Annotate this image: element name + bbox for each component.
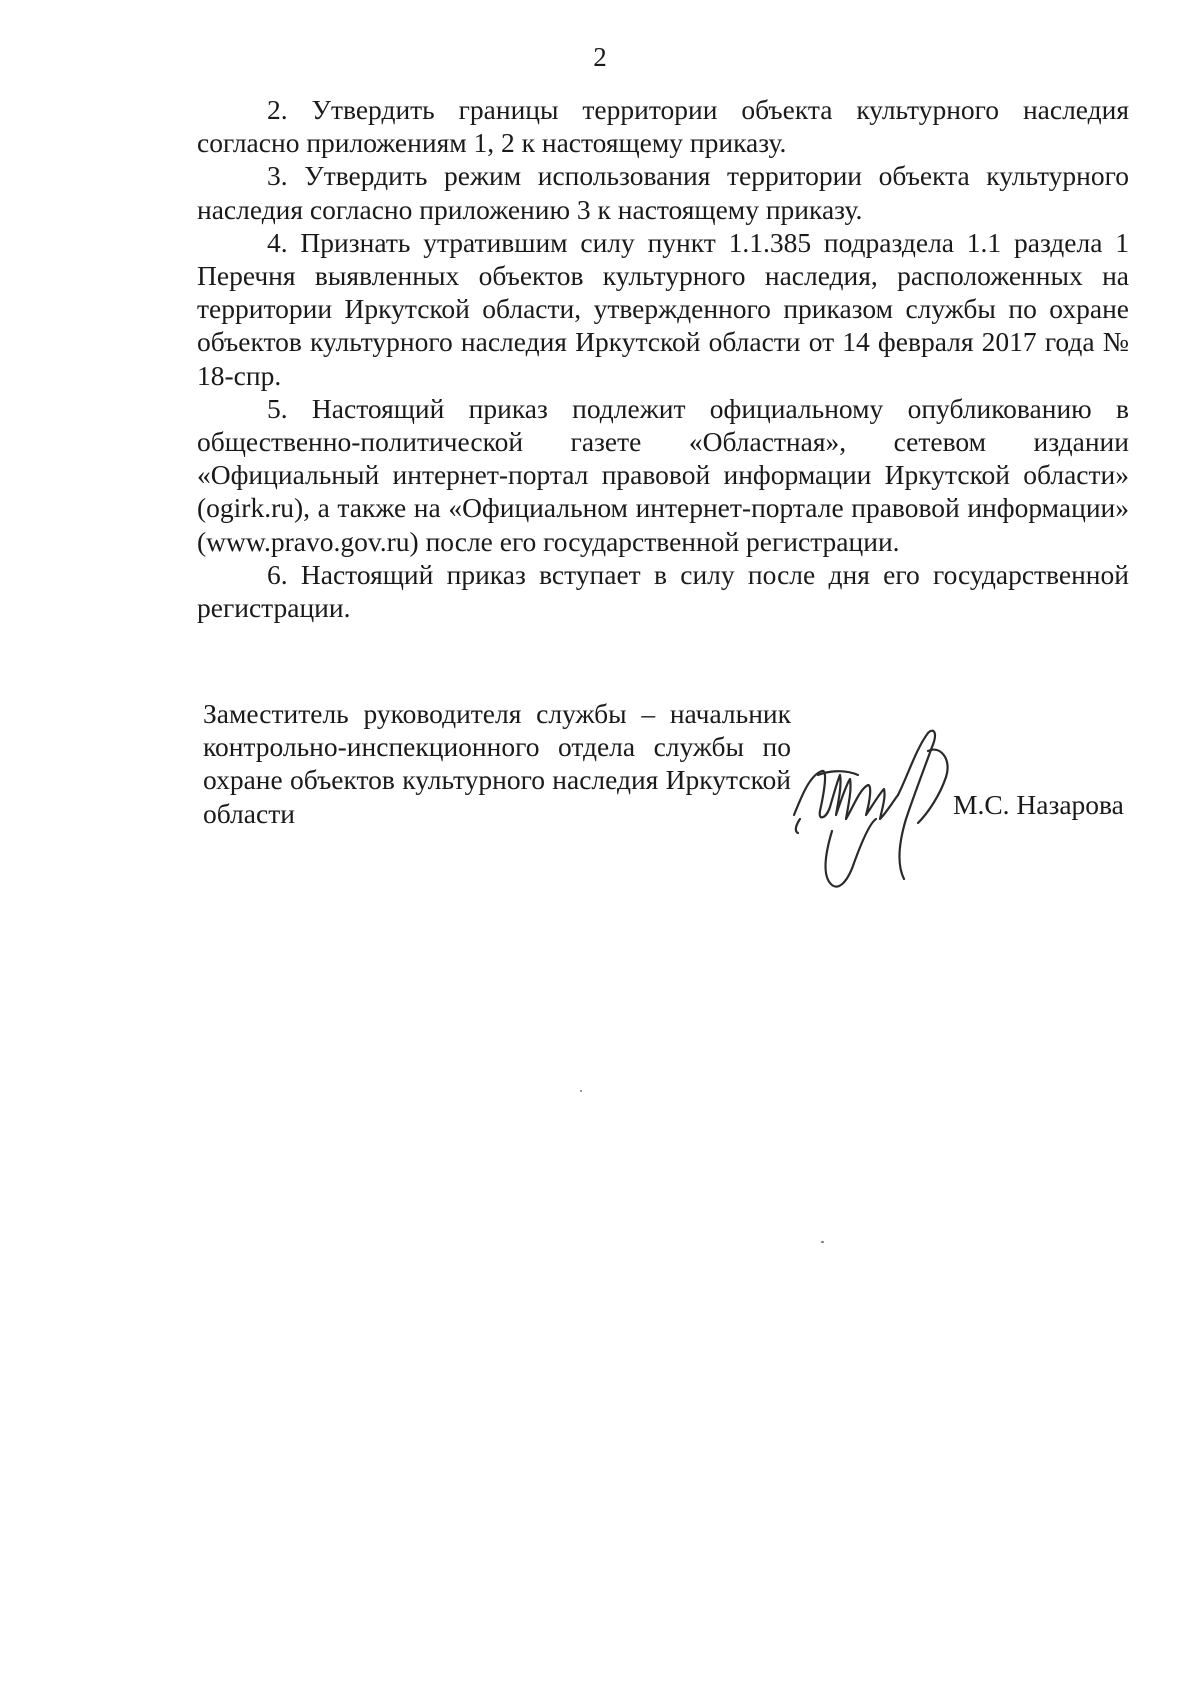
paragraph-item-6: 6. Настоящий приказ вступает в силу после дня его государственной регистрации. [197, 558, 1129, 624]
scan-speck [821, 1241, 824, 1243]
paragraph-item-5: 5. Настоящий приказ подлежит официальному опубликованию в общественно-политической газете «Областная», сетевом издании «Официальный интернет-портал правовой информации Иркутской области» (ogirk.ru), а также на «Официальном интернет-портале правовой информации» (www.pravo.gov.ru) после его государственной регистрации. [197, 392, 1129, 557]
paragraph-item-3: 3. Утвердить режим использования территории объекта культурного наследия согласно приложению 3 к настоящему приказу. [197, 160, 1129, 225]
paragraph-item-4: 4. Признать утратившим силу пункт 1.1.385 подраздела 1.1 раздела 1 Перечня выявленных объектов культурного наследия, расположенных на территории Иркутской области, утвержденного приказом службы по охране объектов культурного наследия Иркутской области от 14 февраля 2017 года № 18-спр. [197, 226, 1129, 391]
page-number: 2 [593, 42, 607, 72]
paragraph-item-2: 2. Утвердить границы территории объекта культурного наследия согласно приложениям 1, 2 к настоящему приказу. [197, 94, 1129, 159]
handwritten-signature [788, 723, 963, 898]
signer-position: Заместитель руководителя службы – начальник контрольно-инспекционного отдела службы по охране объектов культурного наследия Иркутской области [203, 698, 791, 829]
signature-block [203, 697, 1137, 927]
scan-speck [580, 1090, 582, 1092]
document-body [197, 93, 1129, 624]
signer-name: М.С. Назарова [953, 789, 1124, 820]
